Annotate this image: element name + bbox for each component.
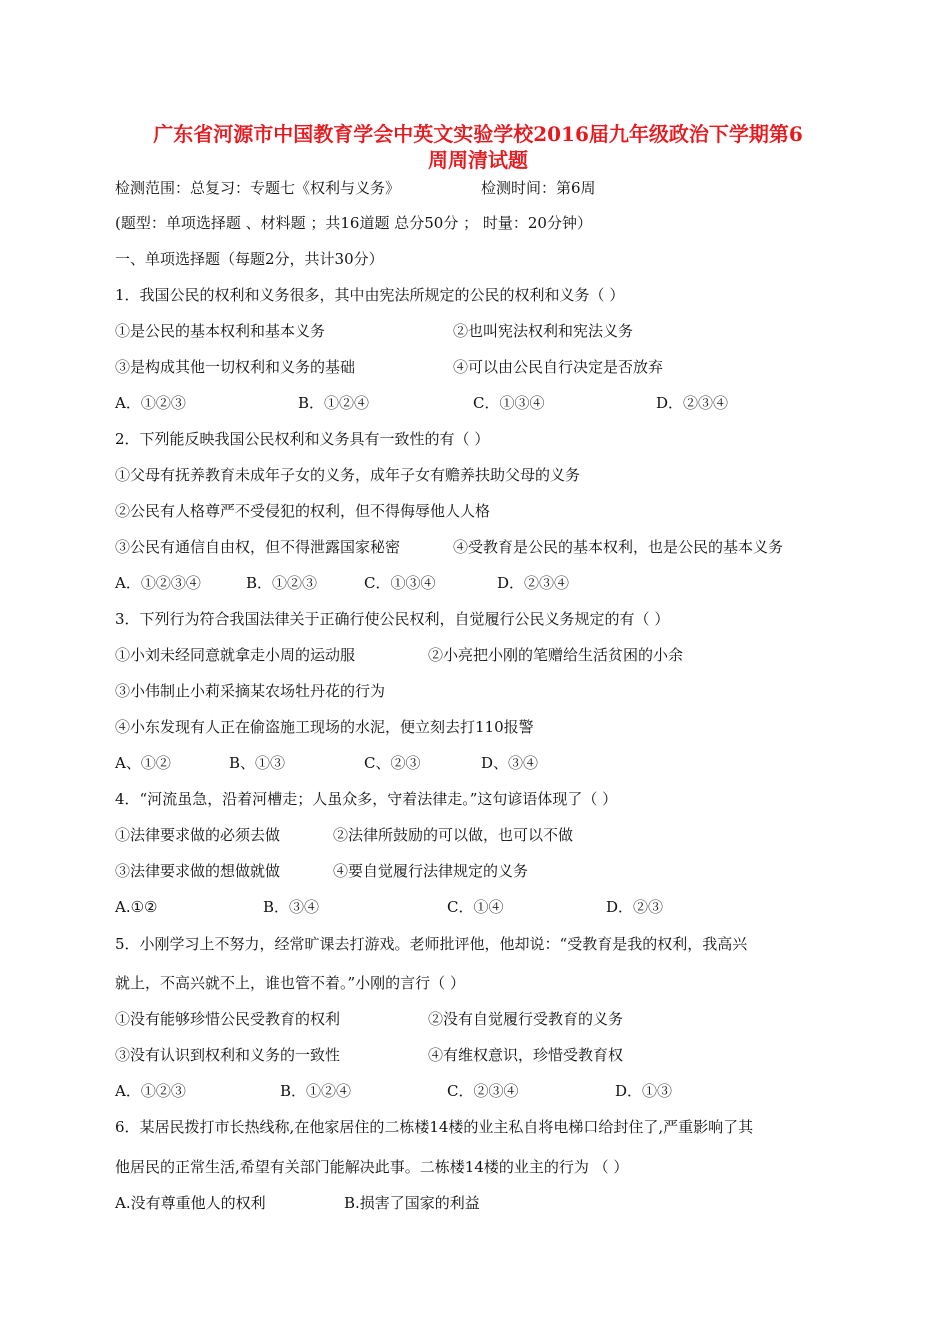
question-1-option-2: ②也叫宪法权利和宪法义务 (453, 322, 634, 340)
question-5-option-2: ②没有自觉履行受教育的义务 (428, 1010, 624, 1028)
question-5-option-1: ①没有能够珍惜公民受教育的权利 (115, 1010, 341, 1028)
document-title-line1: 广东省河源市中国教育学会中英文实验学校2016届九年级政治下学期第6 (153, 122, 803, 146)
question-4-choice-d: D．②③ (606, 898, 664, 916)
question-5-choice-c: C．②③④ (447, 1082, 519, 1100)
question-3-choice-a: A、①② (115, 754, 171, 772)
question-4-option-4: ④要自觉履行法律规定的义务 (333, 862, 529, 880)
question-3-option-4: ④小东发现有人正在偷盗施工现场的水泥，便立刻去打110报警 (115, 718, 534, 736)
test-scope: 检测范围：总复习：专题七《权利与义务》 (115, 179, 401, 197)
question-1-stem: 1．我国公民的权利和义务很多，其中由宪法所规定的公民的权利和义务（ ） (115, 286, 625, 304)
question-3-option-1: ①小刘未经同意就拿走小周的运动服 (115, 646, 356, 664)
question-2-option-2: ②公民有人格尊严不受侵犯的权利，但不得侮辱他人人格 (115, 502, 491, 520)
question-3-choice-b: B、①③ (229, 754, 286, 772)
question-2-option-3: ③公民有通信自由权，但不得泄露国家秘密 (115, 538, 401, 556)
section-heading: 一、单项选择题（每题2分，共计30分） (115, 250, 384, 268)
question-4-choice-a: A.①② (115, 898, 158, 916)
question-4-option-1: ①法律要求做的必须去做 (115, 826, 281, 844)
question-1-option-4: ④可以由公民自行决定是否放弃 (453, 358, 664, 376)
question-3-choice-d: D、③④ (481, 754, 539, 772)
question-5-option-4: ④有维权意识，珍惜受教育权 (428, 1046, 624, 1064)
question-4-option-3: ③法律要求做的想做就做 (115, 862, 281, 880)
question-6-choice-a: A.没有尊重他人的权利 (115, 1194, 266, 1212)
question-1-choice-a: A．①②③ (115, 394, 186, 412)
question-2-choice-b: B．①②③ (246, 574, 318, 592)
question-2-option-4: ④受教育是公民的基本权利，也是公民的基本义务 (453, 538, 784, 556)
document-title-line2: 周周清试题 (428, 148, 528, 172)
question-3-option-2: ②小亮把小刚的笔赠给生活贫困的小余 (428, 646, 684, 664)
question-2-stem: 2．下列能反映我国公民权利和义务具有一致性的有（ ） (115, 430, 490, 448)
question-1-choice-b: B．①②④ (298, 394, 370, 412)
question-6-stem-line1: 6．某居民拨打市长热线称,在他家居住的二栋楼14楼的业主私自将电梯口给封住了,严重影响了其 (115, 1118, 754, 1136)
test-info: (题型：单项选择题 、材料题 ；共16道题 总分50分 ； 时量：20分钟） (115, 214, 592, 232)
question-5-stem-line2: 就上，不高兴就不上，谁也管不着。”小刚的言行（ ） (115, 974, 465, 992)
question-1-option-3: ③是构成其他一切权利和义务的基础 (115, 358, 356, 376)
test-time: 检测时间：第6周 (481, 179, 596, 197)
question-5-choice-b: B．①②④ (280, 1082, 352, 1100)
question-6-stem-line2: 他居民的正常生活,希望有关部门能解决此事。二栋楼14楼的业主的行为 （ ） (115, 1158, 629, 1176)
question-5-option-3: ③没有认识到权利和义务的一致性 (115, 1046, 341, 1064)
question-5-stem-line1: 5．小刚学习上不努力，经常旷课去打游戏。老师批评他，他却说：“受教育是我的权利，我高兴 (115, 935, 748, 953)
question-6-choice-b: B.损害了国家的利益 (344, 1194, 480, 1212)
question-2-option-1: ①父母有抚养教育未成年子女的义务，成年子女有赡养扶助父母的义务 (115, 466, 581, 484)
question-1-option-1: ①是公民的基本权利和基本义务 (115, 322, 326, 340)
question-4-option-2: ②法律所鼓励的可以做，也可以不做 (333, 826, 574, 844)
question-3-choice-c: C、②③ (364, 754, 421, 772)
question-2-choice-d: D．②③④ (497, 574, 570, 592)
question-1-choice-d: D．②③④ (656, 394, 729, 412)
question-4-choice-b: B．③④ (263, 898, 320, 916)
question-4-stem: 4．“河流虽急，沿着河槽走；人虽众多，守着法律走。”这句谚语体现了（ ） (115, 790, 618, 808)
question-5-choice-d: D．①③ (615, 1082, 673, 1100)
question-3-option-3: ③小伟制止小莉采摘某农场牡丹花的行为 (115, 682, 386, 700)
question-5-choice-a: A．①②③ (115, 1082, 186, 1100)
question-1-choice-c: C．①③④ (473, 394, 545, 412)
question-2-choice-c: C．①③④ (364, 574, 436, 592)
question-4-choice-c: C．①④ (447, 898, 504, 916)
question-2-choice-a: A．①②③④ (115, 574, 201, 592)
question-3-stem: 3．下列行为符合我国法律关于正确行使公民权利，自觉履行公民义务规定的有（ ） (115, 610, 670, 628)
